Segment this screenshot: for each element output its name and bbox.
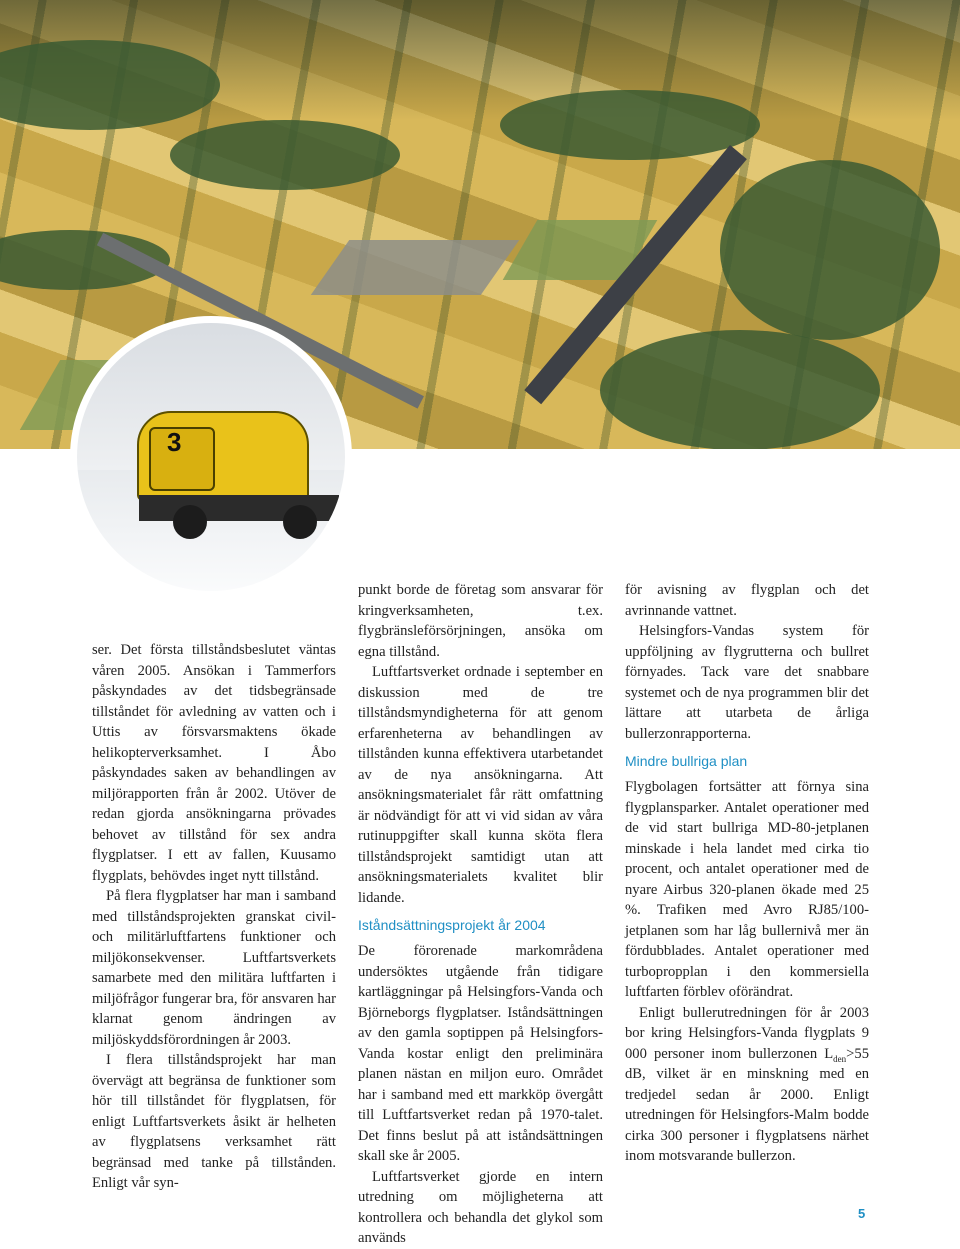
forest-patch xyxy=(500,90,760,160)
vehicle-wheel xyxy=(283,505,317,539)
deicing-vehicle-photo xyxy=(77,323,345,591)
page-number: 5 xyxy=(858,1206,866,1221)
section-heading: Iståndsättningsprojekt år 2004 xyxy=(358,917,546,933)
paragraph: På flera flygplatser har man i samband med tillståndsprojekten granskat civil- och militärluftfartens funktioner och miljökonsekvenser. Luftfartsverkets samarbete med den militära luftfarten i miljöfrågor fungerar bra, för ansvaren har klarnat genom ändringen av miljöskyddsförordningen år 2003. xyxy=(92,888,336,1048)
paragraph: Flygbolagen fortsätter att förnya sina flygplansparker. Antalet operationer med de vid start bullriga MD-80-jetplanen minskade i hela landet med cirka tio procent, och antalet operationer med de nyare Airbus 320-planen ökade med 25 %. Trafiken med Avro RJ85/100-jetplanen som har låg bullernivå mer än fördubblades. Antalet operationer med turbopropplan i den kommersiella luftfarten förblev oförändrat. xyxy=(625,779,869,1000)
paragraph: Luftfartsverket ordnade i september en diskussion med de tre tillståndsmyndigheterna för att genom erfarenheterna av behandlingen av tillstånden kunna effektivera utarbetandet av de nya ansökningarna. Att ansökningsmaterialet får rätt omfattning är nödvändigt för att vi vid sidan av våra rutinuppgifter skall kunna sköta flera tillståndsprojekt samtidigt utan att ansökningsmaterialets kvalitet blir lidande. xyxy=(358,664,603,906)
paragraph: punkt borde de företag som ansvarar för kringverksamheten, t.ex. flygbränsleförsörjningen, ansöka om egna tillstånd. xyxy=(358,582,603,660)
paragraph xyxy=(625,1003,869,1167)
section-heading: Mindre bullriga plan xyxy=(625,753,748,769)
text-column-2 xyxy=(358,580,603,1249)
text-column-1 xyxy=(92,640,336,1194)
text-column-3 xyxy=(625,580,869,1167)
forest-patch xyxy=(600,330,880,449)
text-run: Enligt bullerutredningen för år 2003 bor kring Helsingfors-Vanda flygplats 9 000 personer inom bullerzonen L xyxy=(625,1004,869,1062)
airport-apron xyxy=(311,240,520,295)
paragraph: ser. Det första tillståndsbeslutet väntas våren 2005. Ansökan i Tammerfors påskyndades av det tidsbegränsade tillståndet för avledning av vatten och i Uttis av försvarsmaktens ökade helikopterverksamhet. I Åbo påskyndades saken av behandlingen av miljörapporten från år 2002. Utöver de redan gjorda ansökningarna prövades behovet av tillstånd för sex andra flygplatser. I ett av fallen, Kuusamo flygplats, behövdes inget nytt tillstånd. xyxy=(92,642,336,884)
forest-patch xyxy=(720,160,940,340)
forest-patch xyxy=(170,120,400,190)
forest-patch xyxy=(0,40,220,130)
vehicle-number: 3 xyxy=(167,427,182,457)
paragraph: för avisning av flygplan och det avrinnande vattnet. xyxy=(625,582,869,619)
subscript: den xyxy=(833,1053,847,1064)
paragraph: Helsingfors-Vandas system för uppföljning av flygrutterna och bullret förnyades. Tack vare det snabbare systemet och de nya programmen blir det lättare att utarbeta de årliga bullerzonrapporterna. xyxy=(625,623,869,742)
paragraph: De förorenade markområdena undersöktes utgående från tidigare kartläggningar på Helsingfors-Vanda och Björneborgs flygplatser. Iståndsättningen av den gamla soptippen på Helsingfors-Vanda kostar enligt den preliminära planen nästan en miljon euro. Området har i samband med ett markköp övergått till Luftfartsverket redan på 1970-talet. Det finns beslut på att iståndsättningen skall ske år 2005. xyxy=(358,943,603,1164)
vehicle-wheel xyxy=(173,505,207,539)
text-run: >55 dB, vilket är en minskning med en tredjedel sedan år 2000. Enligt utredningen för Helsingfors-Malm bodde cirka 300 personer i flygplatsens närhet inom motsvarande bullerzon. xyxy=(625,1045,869,1164)
vehicle-front xyxy=(149,427,215,491)
paragraph: Luftfartsverket gjorde en intern utredning om möjligheterna att kontrollera och behandla det glykol som används xyxy=(358,1168,603,1246)
paragraph: I flera tillståndsprojekt har man övervägt att begränsa de funktioner som hör till tillståndet för flygplatsen, för enligt Luftfartsverkets åsikt är helheten av flygplatsens verksamhet rätt begränsad med tanke på tillstånden. Enligt vår syn- xyxy=(92,1052,336,1191)
